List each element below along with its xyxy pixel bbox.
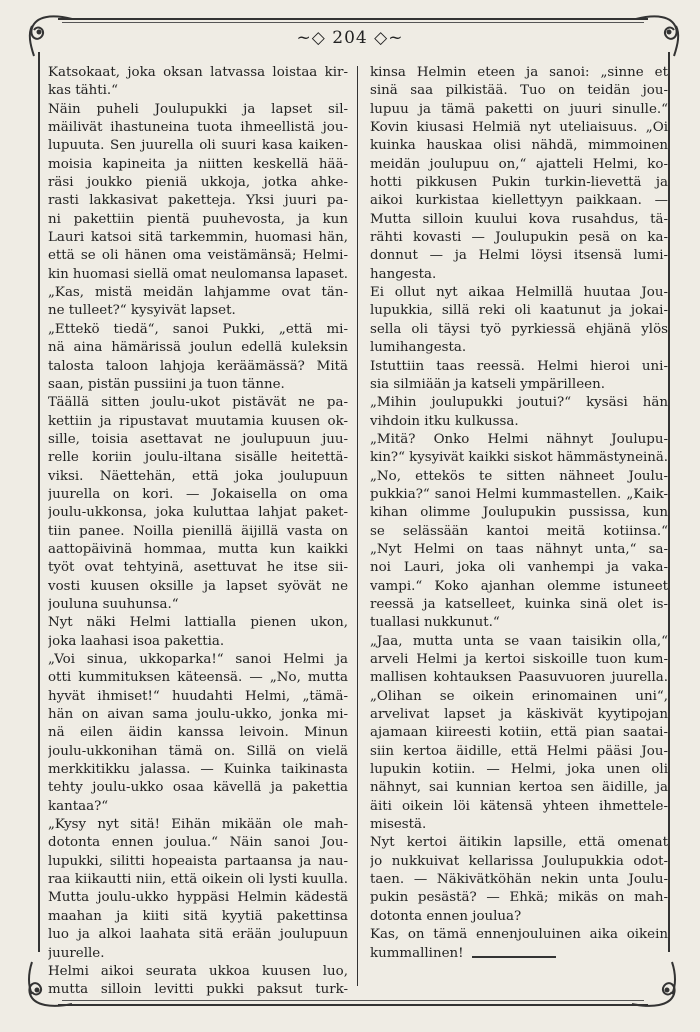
frame-right-rule (668, 52, 670, 952)
text-line: sille, toisia asettavat ne joulupuun juu- (48, 431, 348, 447)
text-line: saan, pistän pussiini ja tuon tänne. (48, 376, 285, 392)
text-line: Kas, on tämä ennenjouluinen aika oikein (370, 927, 668, 943)
text-line: Mutta joulu-ukko hyppäsi Helmin kädestä (48, 890, 348, 906)
right-text-column (370, 64, 668, 963)
page-number: 204 (332, 28, 368, 48)
text-line: tehty joulu-ukko osaa kävellä ja pakettia (48, 780, 348, 796)
text-line: „No, ettekös te sitten nähneet Joulu- (370, 468, 668, 484)
text-line: Nyt näki Helmi lattialla pienen ukon, (48, 615, 348, 631)
text-line: kihan olimme Joulupukin pussissa, kun (370, 505, 668, 521)
text-line: otti kummituksen käteensä. — „No, mutta (48, 670, 348, 686)
text-line: kas tähti.“ (48, 83, 118, 99)
text-line: lupukin kotiin. — Helmi, joka unen oli (370, 762, 668, 778)
text-line: raa kiikautti niin, että oikein oli lysti kuulla. (48, 872, 348, 888)
text-line: „Jaa, mutta unta se vaan taisikin olla,“ (370, 633, 668, 649)
text-line: nä aina hämärissä joulun edellä kuleksin (48, 340, 348, 356)
text-line: äiti oikein löi kätensä yhteen ihmettele- (370, 798, 668, 814)
corner-ornament-bottom-right-icon (628, 958, 684, 1012)
text-line: hotti pikkusen Pukin turkin-lievettä ja (370, 175, 668, 191)
text-line: „Ettekö tiedä“, sanoi Pukki, „että mi- (48, 321, 348, 337)
text-line: viksi. Näettehän, että joka joulupuun (48, 468, 348, 484)
text-line: arveli Helmi ja kertoi siskoille tuon kum- (370, 652, 668, 667)
text-line: kantaa?“ (48, 798, 109, 814)
text-line: Lauri katsoi sitä tarkemmin, huomasi hän, (48, 230, 348, 246)
text-line: tiin panee. Noilla pienillä äijillä vasta on (48, 523, 348, 539)
text-line: „Mitä? Onko Helmi nähnyt Joulupu- (370, 431, 668, 447)
text-line: noi Lauri, joka oli vanhempi ja vaka- (370, 560, 668, 576)
text-line: aikoi kurkistaa kiellettyyn paikkaan. — (370, 193, 668, 209)
end-rule (472, 956, 556, 958)
page-number-ornament-left-icon: ~◇ (296, 28, 326, 48)
text-line: meidän joulupuu on,“ ajatteli Helmi, ko- (370, 156, 668, 172)
text-line: joka laahasi isoa pakettia. (48, 633, 225, 649)
text-line: Ei ollut nyt aikaa Helmillä huutaa Jou- (370, 285, 668, 301)
text-line: „Voi sinua, ukkoparka!“ sanoi Helmi ja (48, 652, 348, 667)
text-line: jo nukkuivat kellarissa Joulupukkia odot- (370, 853, 668, 869)
text-line: kummallinen! (370, 945, 464, 961)
text-line: nähnyt, sai kunnian kertoa sen äidille, ja (370, 780, 668, 796)
text-line: Täällä sitten joulu-ukot pistävät ne pa- (48, 395, 348, 411)
text-line: „Olihan se oikein erinomainen uni“, (370, 688, 668, 704)
text-line: kinsa Helmin eteen ja sanoi: „sinne et (370, 65, 668, 80)
text-line: ne tulleet?“ kysyivät lapset. (48, 303, 236, 319)
text-line: „Kas, mistä meidän lahjamme ovat tän- (48, 285, 348, 301)
text-line: tuallasi nukkunut.“ (370, 615, 500, 631)
text-line: misestä. (370, 817, 427, 833)
text-line: dotonta ennen joulua.“ Näin sanoi Jou- (48, 835, 348, 851)
text-line: hän on aivan sama joulu-ukko, jonka mi- (48, 707, 348, 723)
text-line: kettiin ja ripustavat muutamia kuusen ok- (48, 413, 348, 429)
text-line: rasti lakkasivat paketteja. Yksi juuri pa- (48, 193, 348, 209)
text-line: pukin pesästä? — Ehkä; mikäs on mah- (370, 890, 668, 906)
text-line: donnut — ja Helmi löysi itsensä lumi- (370, 248, 668, 264)
text-line: vampi.“ Koko ajanhan olemme istuneet (370, 578, 668, 594)
text-line: siin kertoa äidille, että Helmi pääsi Jou- (370, 743, 668, 759)
text-line: arvelivat lapset ja käskivät kyytipojan (370, 707, 668, 723)
text-line: vihdoin itku kulkussa. (370, 413, 519, 429)
page-number-ornament-right-icon: ◇~ (374, 28, 404, 48)
text-line: pukkia?“ sanoi Helmi kummastellen. „Kaik- (370, 486, 668, 502)
text-line: mutta silloin levitti pukki paksut turk- (48, 982, 348, 998)
text-line: joulu-ukkonsa, joka kuluttaa lahjat paket- (48, 505, 348, 521)
text-line: Kovin kiusasi Helmiä nyt uteliaisuus. „Oi (370, 120, 668, 136)
text-line: kin huomasi siellä omat neulomansa lapaset. (48, 266, 348, 282)
text-line: hyvät ihmiset!“ huudahti Helmi, „tämä- (48, 688, 348, 704)
text-line: ni pakettiin pientä puuhevosta, ja kun (48, 211, 348, 227)
text-line: merkkitikku jalassa. — Kuinka taikinasta (48, 762, 348, 778)
text-line: Mutta silloin kuului kova rusahdus, tä- (370, 211, 668, 227)
text-line: lupuuta. Sen juurella oli suuri kasa kaiken- (48, 138, 348, 154)
frame-top-rule (58, 18, 648, 20)
text-line: kin?“ kysyivät kaikki siskot hämmästyneinä. (370, 450, 668, 466)
text-line: mäilivät ihastuneina tuota ihmeellistä jou- (48, 120, 348, 136)
frame-bottom-rule (58, 1004, 648, 1006)
text-line: reessä ja katselleet, kuinka sinä olet is- (370, 596, 668, 612)
text-line: mallisen kohtauksen Paasuvuoren juurella. (370, 670, 668, 686)
text-line: juurelle. (48, 945, 105, 961)
text-line: luo ja alkoi laahata sitä erään joulupuun (48, 927, 348, 943)
text-line: vosti kuusen oksille ja lapset syövät ne (48, 578, 348, 594)
text-line: sinä saa pilkistää. Tuo on teidän jou- (370, 83, 668, 99)
column-divider (357, 66, 358, 986)
text-line: räsi joukko pieniä ukkoja, jotka ahke- (48, 175, 348, 191)
text-line: Nyt kertoi äitikin lapsille, että omenat (370, 835, 668, 851)
text-line: juurella on kori. — Jokaisella on oma (48, 486, 348, 502)
text-line: lupukki, silitti hopeaista partaansa ja nau- (48, 853, 348, 869)
text-line: „Mihin joulupukki joutui?“ kysäsi hän (370, 395, 668, 411)
text-line: relle koriin joulu-iltana sisälle heitettä- (48, 450, 348, 466)
text-line: talosta taloon lahjoja keräämässä? Mitä (48, 358, 348, 374)
text-line: kuinka hauskaa olisi nähdä, mimmoinen (370, 138, 668, 154)
text-line: aattopäivinä hommaa, mutta kun kaikki (48, 541, 348, 557)
text-line: se selässään kantoi meitä kotiinsa.“ (370, 523, 668, 539)
frame-top-rule-inner (62, 22, 644, 23)
text-line: moisia kapineita ja niitten keskellä hää- (48, 156, 348, 172)
text-line: taen. — Näkivätköhän nekin unta Joulu- (370, 872, 668, 888)
text-line: „Kysy nyt sitä! Eihän mikään ole mah- (48, 817, 348, 833)
text-line: sella oli täysi työ pyrkiessä ehjänä ylös (370, 321, 668, 337)
text-line: „Nyt Helmi on taas nähnyt unta,“ sa- (370, 541, 668, 557)
text-line: nä eilen äidin kanssa leivoin. Minun (48, 725, 348, 741)
text-line: dotonta ennen joulua? (370, 908, 522, 924)
text-line: että se oli hänen oma veistämänsä; Helmi- (48, 248, 348, 264)
text-line: joulu-ukkonihan tämä on. Sillä on vielä (48, 743, 348, 759)
text-line: työt ovat tehtyinä, asettuvat he itse sii- (48, 560, 348, 576)
text-line: sia silmiään ja katseli ympärilleen. (370, 376, 605, 392)
text-line: Katsokaat, joka oksan latvassa loistaa kir- (48, 65, 348, 80)
text-line: hangesta. (370, 266, 437, 282)
frame-bottom-rule-inner (62, 1000, 644, 1001)
text-line: lupuu ja tämä paketti on juuri sinulle.“ (370, 101, 668, 117)
text-line: Istuttiin taas reessä. Helmi hieroi uni- (370, 358, 668, 374)
text-line: Näin puheli Joulupukki ja lapset sil- (48, 101, 348, 117)
left-text-column (48, 64, 348, 1000)
text-line: Helmi aikoi seurata ukkoa kuusen luo, (48, 963, 348, 979)
text-line: lupukkia, sillä reki oli kaatunut ja jokai- (370, 303, 668, 319)
text-line: jouluna suuhunsa.“ (48, 596, 179, 612)
frame-left-rule (38, 52, 40, 952)
page-number-header (0, 28, 700, 48)
text-line: lumihangesta. (370, 340, 467, 356)
text-line: ajamaan kiireesti kotiin, että pian saatai- (370, 725, 668, 741)
text-line: maahan ja kiiti sitä kyytiä pakettinsa (48, 908, 348, 924)
text-line: rähti kovasti — Joulupukin pesä on ka- (370, 230, 668, 246)
